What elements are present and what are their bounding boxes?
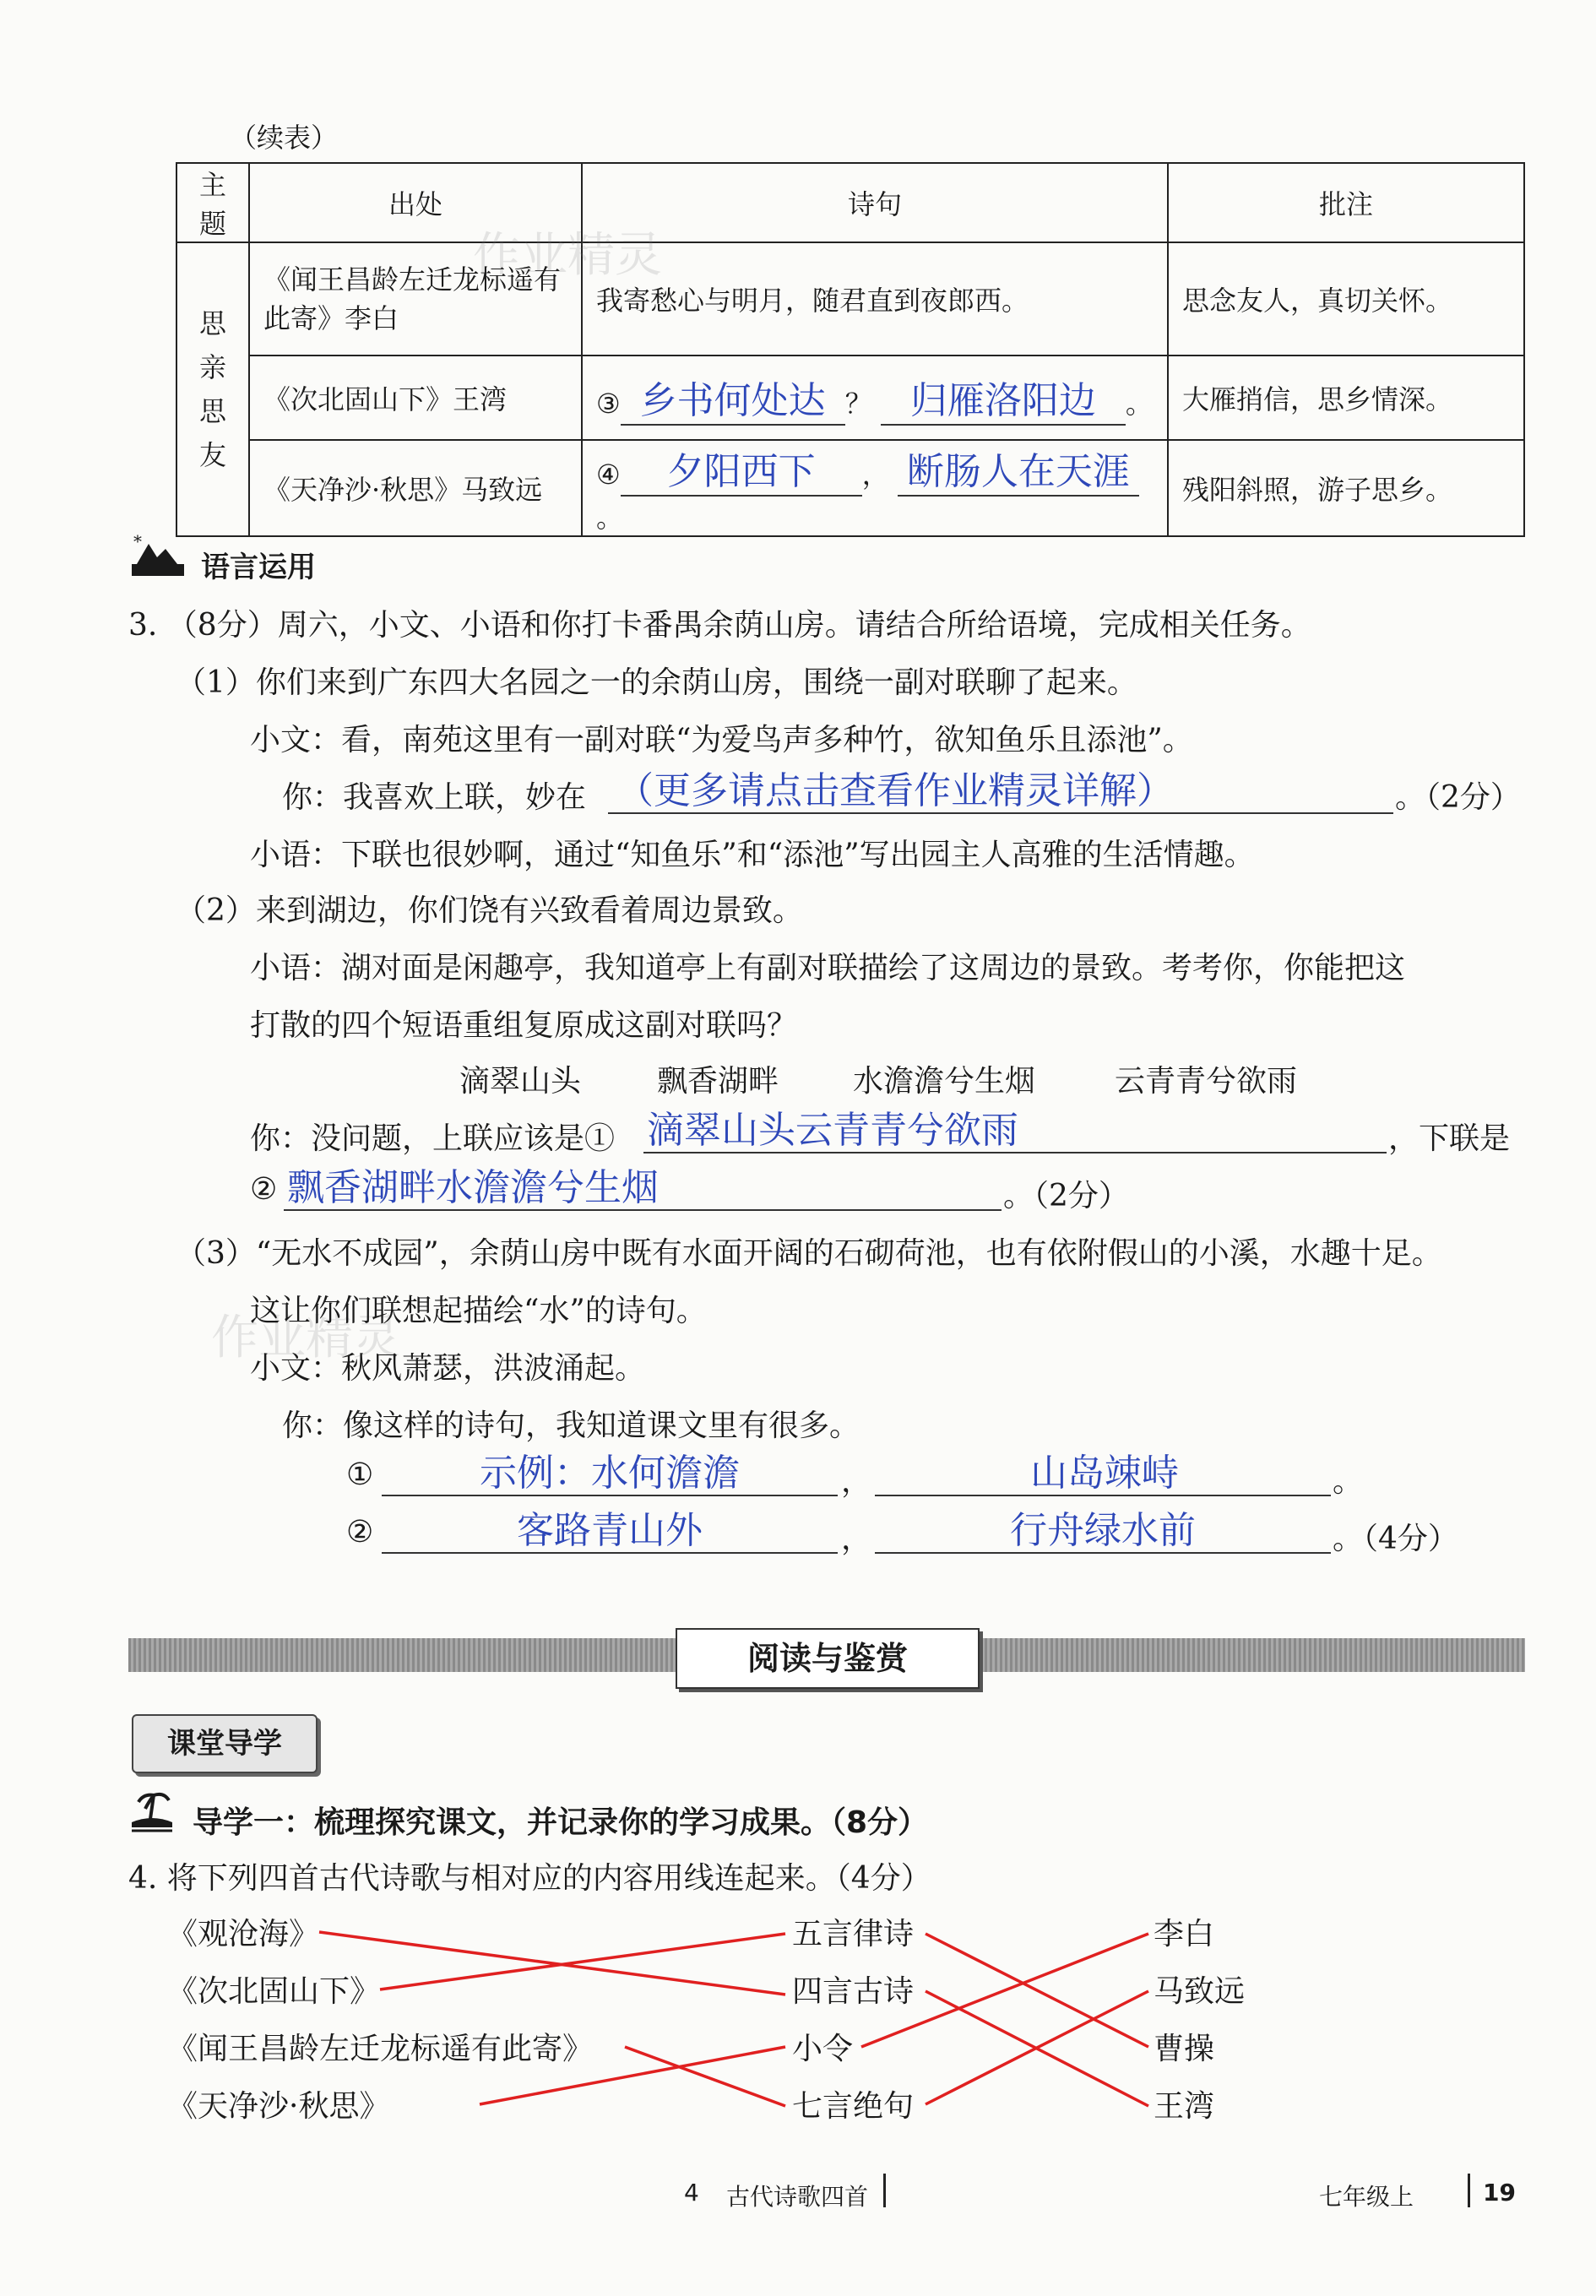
q3-p3-xiaowen: 小文：秋风萧瑟，洪波涌起。: [250, 1351, 646, 1386]
answer-text: 行舟绿水前: [1010, 1509, 1196, 1552]
comma: ，: [841, 1522, 872, 1556]
source-cell: 《次北固山下》王湾: [249, 356, 582, 440]
footer-divider: [1468, 2174, 1470, 2207]
q3-part1: （1）你们来到广东四大名园之一的余荫山房，围绕一副对联聊了起来。: [176, 665, 1137, 700]
answer-text: 山岛竦峙: [1030, 1452, 1179, 1495]
circled-two: ②: [346, 1515, 374, 1550]
answer-text: 客路青山外: [517, 1509, 703, 1552]
header-note: 批注: [1168, 163, 1524, 242]
verse-cell: ④ 夕阳西下 ， 断肠人在天涯。: [582, 440, 1168, 536]
match-line: [319, 1932, 785, 1995]
match-line: [380, 1934, 785, 1989]
author-item: 王湾: [1154, 2089, 1215, 2124]
answer-text: 示例：水何澹澹: [480, 1452, 740, 1495]
poem-item: 《闻王昌龄左迁龙标遥有此寄》: [167, 2032, 594, 2066]
match-line: [926, 1934, 1148, 2047]
answer-text: 乡书何处达: [621, 370, 845, 426]
footer-divider: [883, 2174, 886, 2207]
q3-p3-you: 你：像这样的诗句，我知道课文里有很多。: [282, 1409, 860, 1443]
header-source: 出处: [249, 163, 582, 242]
q3-part2: （2）来到湖边，你们饶有兴致看着周边景致。: [176, 893, 803, 928]
page-number: 19: [1483, 2179, 1516, 2206]
poem-item: 《观沧海》: [167, 1917, 320, 1951]
answer-text: （更多请点击查看作业精灵详解）: [616, 769, 1174, 812]
section-title-language: 语言运用: [201, 551, 316, 584]
q3-p1-xiaoyu: 小语：下联也很妙啊，通过“知鱼乐”和“添池”写出园主人高雅的生活情趣。: [250, 838, 1255, 872]
answer-text: 滴翠山头云青青兮欲雨: [647, 1109, 1018, 1152]
note-cell: 思念友人，真切关怀。: [1168, 242, 1524, 356]
circled-two: ②: [250, 1172, 278, 1207]
poem-item: 《天净沙·秋思》: [167, 2089, 390, 2124]
score-label: 。（2分）: [1395, 780, 1521, 815]
classroom-guide-tag: 课堂导学: [132, 1714, 318, 1773]
verse-cell: 我寄愁心与明月，随君直到夜郎西。: [582, 242, 1168, 356]
score-label: 。（4分）: [1333, 1522, 1458, 1556]
phrase: 滴翠山头: [459, 1064, 582, 1099]
q3-p2-xiaoyu-1: 小语：湖对面是闲趣亭，我知道亭上有副对联描绘了这周边的景致。考考你，你能把这: [250, 951, 1406, 985]
answer-text: 夕阳西下: [621, 441, 862, 497]
verse-cell: ③ 乡书何处达 ？ 归雁洛阳边 。: [582, 356, 1168, 440]
phrase: 水澹澹兮生烟: [853, 1064, 1036, 1099]
watermark: 作业精灵: [473, 228, 662, 283]
author-item: 曹操: [1154, 2032, 1215, 2066]
footer-lesson-no: 4: [684, 2179, 699, 2206]
note-cell: 残阳斜照，游子思乡。: [1168, 440, 1524, 536]
footer-lesson: 古代诗歌四首: [726, 2183, 869, 2211]
source-cell: 《天净沙·秋思》马致远: [249, 440, 582, 536]
answer-text: 断肠人在天涯: [898, 441, 1139, 497]
circled-one: ①: [346, 1457, 374, 1492]
q3-p1-xiaowen: 小文：看，南苑这里有一副对联“为爱鸟声多种竹，欲知鱼乐且添池”。: [250, 723, 1193, 757]
theme-cell: 思亲思友: [176, 242, 249, 536]
poem-item: 《次北固山下》: [167, 1974, 381, 2009]
q3-p2-you: 你：没问题，上联应该是①: [250, 1121, 616, 1156]
phrase: 云青青兮欲雨: [1115, 1064, 1298, 1099]
match-line: [861, 1934, 1148, 2047]
author-item: 李白: [1154, 1917, 1215, 1951]
match-line: [625, 2047, 785, 2106]
q3-part3-1: （3）“无水不成园”，余荫山房中既有水面开阔的石砌荷池，也有依附假山的小溪，水趣十足。: [176, 1236, 1442, 1271]
phrase: 飘香湖畔: [657, 1064, 779, 1099]
header-verse: 诗句: [582, 163, 1168, 242]
source-cell: 《闻王昌龄左迁龙标遥有此寄》李白: [249, 242, 582, 356]
q3-stem: 3. （8分）周六，小文、小语和你打卡番禺余荫山房。请结合所给语境，完成相关任务。: [128, 608, 1311, 643]
author-item: 马致远: [1154, 1974, 1246, 2009]
period: 。: [1333, 1464, 1364, 1499]
form-item: 小令: [792, 2032, 854, 2066]
form-item: 四言古诗: [792, 1974, 915, 2009]
q3-p2-mid: ，下联是: [1388, 1121, 1511, 1156]
q3-part3-2: 这让你们联想起描绘“水”的诗句。: [250, 1294, 707, 1328]
q3-p1-you: 你：我喜欢上联，妙在: [282, 780, 587, 815]
q3-p2-xiaoyu-2: 打散的四个短语重组复原成这副对联吗？: [250, 1008, 798, 1043]
continuation-label: （续表）: [230, 122, 339, 154]
guide-one-text: 导学一：梳理探究课文，并记录你的学习成果。（8分）: [193, 1805, 929, 1840]
answer-text: 飘香湖畔水澹澹兮生烟: [287, 1166, 659, 1209]
form-item: 七言绝句: [792, 2089, 915, 2124]
section-title-reading: 阅读与鉴赏: [676, 1628, 980, 1689]
svg-text:*: *: [133, 532, 142, 551]
answer-text: 归雁洛阳边: [881, 370, 1126, 426]
q4-stem: 4. 将下列四首古代诗歌与相对应的内容用线连起来。（4分）: [128, 1861, 931, 1896]
header-theme: 主题: [176, 163, 249, 242]
footer-grade: 七年级上: [1319, 2183, 1414, 2211]
comma: ，: [841, 1464, 872, 1499]
note-cell: 大雁捎信，思乡情深。: [1168, 356, 1524, 440]
watermark: 作业精灵: [211, 1311, 400, 1365]
match-line: [480, 2047, 785, 2104]
form-item: 五言律诗: [792, 1917, 915, 1951]
score-label: 。（2分）: [1003, 1179, 1129, 1213]
